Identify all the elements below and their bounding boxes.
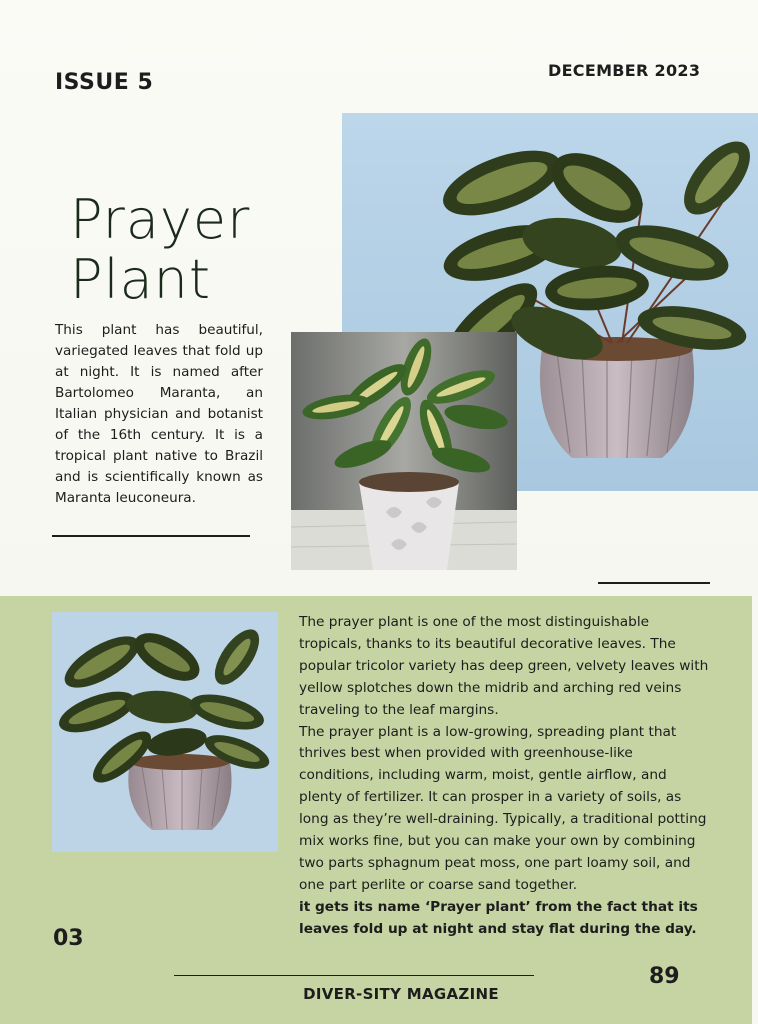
body-bold-note: it gets its name ‘Prayer plant’ from the fact that its leaves fold up at night and stay flat during the day. xyxy=(299,898,698,937)
section-divider xyxy=(598,582,710,584)
magazine-name: DIVER-SITY MAGAZINE xyxy=(303,985,499,1003)
page-number-right: 89 xyxy=(649,964,680,989)
page-title xyxy=(70,190,250,310)
body-paragraph-1: The prayer plant is one of the most distinguishable tropicals, thanks to its beautiful decorative leaves. The popular tricolor variety has deep green, velvety leaves with yellow splotches down the midrib and arching red veins traveling to the leaf margins. xyxy=(299,614,709,718)
title-line-1: Prayer xyxy=(70,188,251,251)
page-number-left: 03 xyxy=(53,926,84,951)
issue-date: DECEMBER 2023 xyxy=(548,61,701,80)
plant-photo-small xyxy=(291,332,517,570)
body-paragraph-2: The prayer plant is a low-growing, spreading plant that thrives best when provided with greenhouse-like conditions, including warm, moist, gentle airflow, and plenty of fertilizer. It can prosper in a variety of soils, as long as they’re well-draining. Typically, a traditional potting mix works fine, but you can make your own by combining two parts sphagnum peat moss, one part loamy soil, and one part perlite or coarse sand together. xyxy=(299,723,707,893)
title-line-2: Plant xyxy=(70,248,212,311)
plant-photo-lower xyxy=(52,612,278,852)
intro-paragraph: This plant has beautiful, variegated leaves that fold up at night. It is named after Bartolomeo Maranta, an Italian physician and botanist of the 16th century. It is a tropical plant native to Brazil and is scientifically known as Maranta leuconeura. xyxy=(55,322,263,506)
issue-label: ISSUE 5 xyxy=(55,70,154,95)
article-body xyxy=(299,612,709,941)
intro-divider xyxy=(52,535,250,537)
footer-divider xyxy=(174,975,534,976)
